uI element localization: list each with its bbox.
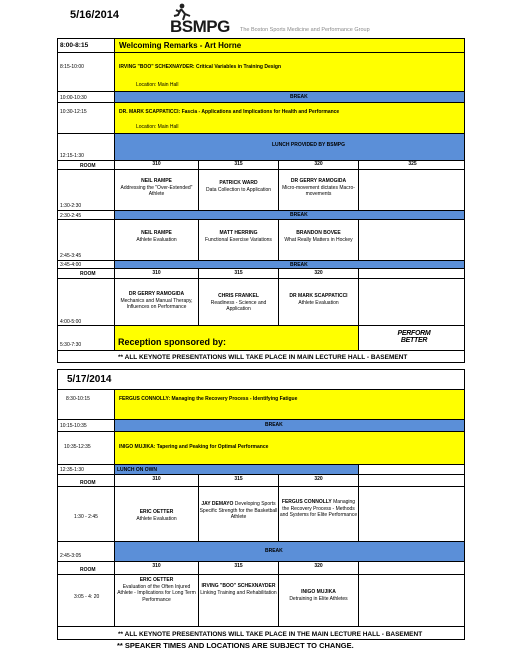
talk-title: Athlete Evaluation [298,299,339,306]
day1-lunch-row [58,134,464,161]
speaker-name: DR GERRY RAMOGIDA [290,178,347,184]
day2-date-row [58,370,464,390]
room-310: 310 [115,269,199,278]
room-label: ROOM [80,480,96,486]
keynote-note: ** ALL KEYNOTE PRESENTATIONS WILL TAKE PLACE IN THE MAIN LECTURE HALL - BASEMENT [118,631,423,638]
room-310: 310 [115,161,199,169]
talk-cell [115,220,199,260]
talk-title: Athlete Evaluation [136,236,177,243]
room-label: ROOM [80,271,96,277]
time-label: 5:30-7:30 [60,342,82,348]
break-label: BREAK [265,548,283,554]
time-label: 10:15-10:35 [60,423,87,429]
day2-break1-row [58,420,464,432]
speaker-name: DR GERRY RAMOGIDA [128,291,185,297]
day2-date: 5/17/2014 [67,374,112,385]
sponsor-cell [359,326,466,350]
day2-room-header-2 [58,562,464,575]
time-label: 12:35-1:30 [60,467,84,473]
room-label: ROOM [80,567,96,573]
talk-title: Readiness - Science and Application [210,299,267,312]
break-label: BREAK [265,422,283,428]
talk-cell [199,575,279,626]
talk-cell [115,170,199,210]
time-label: 10:35-12:35 [64,444,91,450]
speaker-name: BRANDON BOVEE [296,230,341,236]
time-label: 3:05 - 4: 20 [74,594,100,600]
room-320: 320 [279,161,359,169]
talk-cell [199,279,279,325]
day1-session1-row [58,53,464,92]
time-label: 2:45-3:05 [60,553,82,559]
lunch-label: LUNCH ON OWN [117,467,157,473]
perform-better-logo: PERFORM BETTER [397,330,431,344]
talk-title: Managing the Recovery Process - Methods and Systems for Elite Performance [279,499,358,518]
session-location: Location: Main Hall [136,124,179,130]
talk-cell [279,170,359,210]
day2-session1-row [58,390,464,420]
room-315: 315 [199,562,279,574]
reception-label: Reception sponsored by: [118,337,227,347]
speaker-name: DR MARK SCAPPATICCI [289,293,348,299]
time-label: 10:00-10:30 [60,95,87,101]
speaker-name: ERIC OETTER [139,577,174,583]
talk-title: What Really Matters in Hockey [284,236,353,243]
speaker-name: IRVING "BOO" SCHEXNAYDER [201,583,276,589]
session-title: FERGUS CONNOLLY: Managing the Recovery Process - Identifying Fatigue [119,396,298,402]
day1-room-header-2 [58,269,464,279]
room-315: 315 [199,161,279,169]
talk-title: Athlete Evaluation [136,515,177,522]
room-320: 320 [279,269,359,278]
day2-session2-row [58,432,464,465]
reception-cell [115,326,359,350]
day1-break1-row [58,92,464,103]
speaker-name: CHRIS FRANKEL [218,293,259,299]
footer-note: ** SPEAKER TIMES AND LOCATIONS ARE SUBJECT TO CHANGE. [117,641,354,650]
speaker-name: ERIC OETTER [139,509,174,515]
speaker-name: MATT HERRING [219,230,258,236]
talk-cell [279,279,359,325]
talk-cell [199,487,279,541]
day2-room-header [58,475,464,487]
talk-cell [199,220,279,260]
day2-block2-row [58,575,464,627]
day1-break3-row [58,261,464,269]
talk-title: Detraining in Elite Athletes [289,595,348,602]
day2-lunch-row [58,465,464,475]
session-location: Location: Main Hall [136,82,179,88]
break-label: BREAK [290,262,308,268]
talk-cell [115,487,199,541]
speaker-name: INIGO MUJIKA [301,589,336,595]
room-320: 320 [279,475,359,486]
lunch-label: LUNCH PROVIDED BY BSMPG [272,142,345,148]
time-label: 2:30-2:45 [60,213,82,219]
break-label: BREAK [290,212,308,218]
keynote-note: ** ALL KEYNOTE PRESENTATIONS WILL TAKE PLACE IN MAIN LECTURE HALL - BASEMENT [118,354,408,361]
session-title: INIGO MUJIKA: Tapering and Peaking for Optimal Performance [119,444,269,450]
room-325: 325 [408,161,417,167]
talk-cell [279,575,359,626]
time-label: 4:00-5:00 [60,319,82,325]
break-label: BREAK [290,94,308,100]
time-label: 10:30-12:15 [60,109,87,115]
speaker-name: FERGUS CONNOLLY [281,499,332,505]
time-label: 1:30 - 2:45 [74,514,98,520]
room-310: 310 [115,475,199,486]
day1-block3-row [58,279,464,326]
talk-cell [115,575,199,626]
talk-title: Developing Sports Specific Strength for the Basketball Athlete [199,501,278,520]
talk-cell [279,487,359,541]
day1-welcome-row [58,39,464,53]
time-label: 2:45-3:45 [60,253,82,259]
logo-text: BSMPG [170,17,230,36]
time-label: 3:45-4:00 [60,262,82,268]
time-label: 8:15-10:00 [60,64,84,70]
talk-title: Functional Exercise Variations [205,236,272,243]
talk-cell [279,220,359,260]
speaker-name: PATRICK WARD [219,180,258,186]
day1-block2-row [58,220,464,261]
talk-title: Linking Training and Rehabilitation [200,589,277,596]
day1-reception-row [58,326,464,351]
welcome-title: Welcoming Remarks - Art Horne [119,41,242,50]
day2-block1-row [58,487,464,542]
time-label: 1:30-2:30 [60,203,82,209]
day1-break2-row [58,211,464,220]
talk-title: Evaluation of the Often Injured Athlete - Implications for Long Term Performance [117,583,196,603]
day2-schedule [57,369,465,640]
day1-session2-row [58,103,464,134]
talk-cell [199,170,279,210]
room-310: 310 [115,562,199,574]
time-label: 12:15-1:30 [60,153,84,159]
room-320: 320 [279,562,359,574]
time-label: 8:00-8:15 [60,42,89,49]
session-title: IRVING "BOO" SCHEXNAYDER: Critical Variables in Training Design [119,64,282,70]
day1-date: 5/16/2014 [70,9,119,21]
room-315: 315 [199,269,279,278]
day1-room-header [58,161,464,170]
time-label: 8:30-10:15 [66,396,90,402]
talk-cell [115,279,199,325]
logo-tagline: The Boston Sports Medicine and Performance Group [240,27,370,33]
speaker-name: NEIL RAMPE [141,178,172,184]
day1-note-row [58,351,464,364]
day1-block1-row [58,170,464,211]
session-title: DR. MARK SCAPPATICCI: Fascia - Applications and Implications for Health and Performance [119,109,340,115]
day2-note-row [58,627,464,641]
room-label: ROOM [80,163,96,169]
day2-break2-row [58,542,464,562]
speaker-name: JAY DEMAYO [201,501,234,507]
talk-title: Micro-movement dictates Macro-movements [282,184,355,197]
talk-title: Mechanics and Manual Therapy, Influences on Performance [120,297,193,310]
talk-title: Data Collection to Application [205,186,272,193]
room-315: 315 [199,475,279,486]
lunch-cell [115,465,359,474]
speaker-name: NEIL RAMPE [141,230,172,236]
talk-title: Addressing the "Over-Extended" Athlete [120,184,193,197]
bsmpg-logo [170,2,370,38]
day1-schedule [57,38,465,363]
